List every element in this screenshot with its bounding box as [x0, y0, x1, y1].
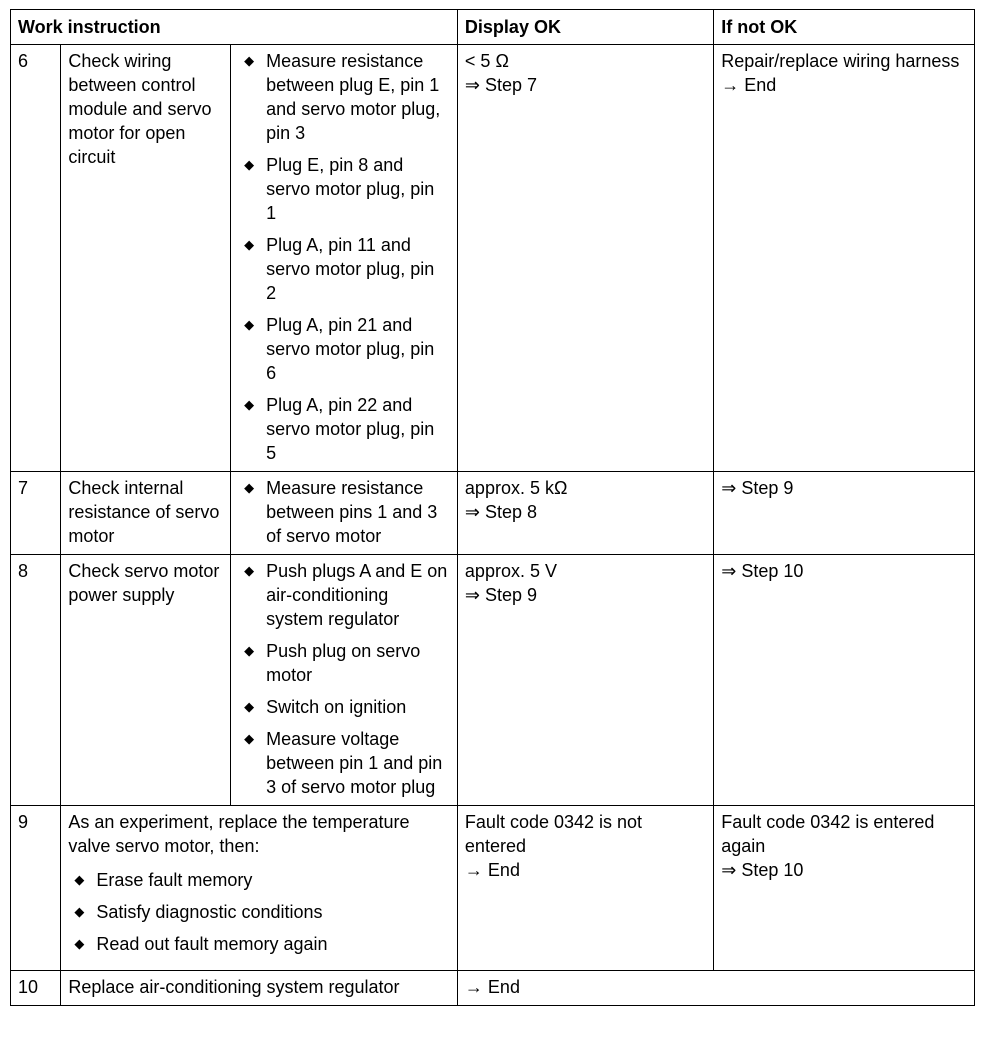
step-number: 6 [11, 45, 61, 472]
work-instruction-table-container [10, 9, 975, 1006]
next-step-link: ⇒ Step 9 [464, 585, 538, 605]
diamond-bullet-icon: ◆ [244, 480, 255, 495]
substep-list [238, 476, 449, 548]
display-ok-cell [457, 806, 713, 971]
table-row-step-10 [11, 971, 975, 1006]
table-row-step-7 [11, 472, 975, 555]
diamond-bullet-icon: ◆ [244, 157, 255, 172]
diamond-bullet-icon: ◆ [244, 317, 255, 332]
substep-list [238, 559, 449, 799]
list-item: ◆ Plug A, pin 22 and servo motor plug, pin 5 [244, 395, 435, 463]
next-step-link: ⇒ Step 7 [464, 75, 538, 95]
task-text: As an experiment, replace the temperature valve servo motor, then: [68, 812, 410, 856]
work-instruction-table [10, 9, 975, 1006]
list-item: ◆ Satisfy diagnostic conditions [74, 902, 323, 922]
step-number: 7 [11, 472, 61, 555]
list-item: ◆ Plug A, pin 21 and servo motor plug, pin 6 [244, 315, 435, 383]
next-step-link: ⇒ Step 10 [721, 561, 804, 581]
header-work-instruction: Work instruction [11, 10, 458, 45]
step-number: 10 [11, 971, 61, 1006]
substeps-cell [231, 555, 458, 806]
display-ok-cell [457, 472, 713, 555]
task-cell: Check internal resistance of servo motor [61, 472, 231, 555]
header-if-not-ok: If not OK [714, 10, 975, 45]
next-step-link: → End [721, 75, 777, 95]
step-number: 8 [11, 555, 61, 806]
task-cell: Check servo motor power supply [61, 555, 231, 806]
table-row-step-8 [11, 555, 975, 806]
if-not-ok-cell [714, 472, 975, 555]
if-not-ok-action: Repair/replace wiring harness [721, 51, 960, 71]
display-ok-value: Fault code 0342 is not entered [464, 812, 643, 856]
if-not-ok-cell [714, 555, 975, 806]
substep-list [68, 868, 449, 956]
table-header-row [11, 10, 975, 45]
substeps-cell [231, 472, 458, 555]
diamond-bullet-icon: ◆ [244, 397, 255, 412]
display-ok-cell [457, 971, 974, 1006]
list-item: ◆ Push plug on servo motor [244, 641, 421, 685]
list-item: ◆ Read out fault memory again [74, 934, 328, 954]
list-item: ◆ Erase fault memory [74, 870, 253, 890]
diamond-bullet-icon: ◆ [244, 563, 255, 578]
next-step-link: ⇒ Step 9 [721, 478, 794, 498]
display-ok-value: < 5 Ω [464, 51, 509, 71]
task-cell: Check wiring between control module and servo motor for open circuit [61, 45, 231, 472]
display-ok-cell [457, 45, 713, 472]
diamond-bullet-icon: ◆ [74, 936, 85, 951]
header-display-ok: Display OK [457, 10, 713, 45]
task-cell: Replace air-conditioning system regulator [61, 971, 458, 1006]
if-not-ok-cell [714, 45, 975, 472]
next-step-link: → End [464, 977, 520, 997]
diamond-bullet-icon: ◆ [74, 904, 85, 919]
diamond-bullet-icon: ◆ [74, 872, 85, 887]
list-item: ◆ Switch on ignition [244, 697, 407, 717]
list-item: ◆ Push plugs A and E on air-conditioning system regulator [244, 561, 448, 629]
diamond-bullet-icon: ◆ [244, 53, 255, 68]
list-item: ◆ Measure resistance between plug E, pin 1 and servo motor plug, pin 3 [244, 51, 441, 143]
if-not-ok-cell [714, 806, 975, 971]
table-row-step-6 [11, 45, 975, 472]
list-item: ◆ Plug E, pin 8 and servo motor plug, pin 1 [244, 155, 435, 223]
table-row-step-9 [11, 806, 975, 971]
display-ok-value: approx. 5 V [464, 561, 557, 581]
next-step-link: ⇒ Step 8 [464, 502, 538, 522]
display-ok-value: approx. 5 kΩ [464, 478, 568, 498]
diamond-bullet-icon: ◆ [244, 731, 255, 746]
substeps-cell [231, 45, 458, 472]
diamond-bullet-icon: ◆ [244, 643, 255, 658]
next-step-link: → End [464, 860, 520, 880]
display-ok-cell [457, 555, 713, 806]
list-item: ◆ Measure voltage between pin 1 and pin 3 of servo motor plug [244, 729, 443, 797]
task-cell [61, 806, 458, 971]
diamond-bullet-icon: ◆ [244, 237, 255, 252]
if-not-ok-action: Fault code 0342 is entered again [721, 812, 935, 856]
step-number: 9 [11, 806, 61, 971]
list-item: ◆ Plug A, pin 11 and servo motor plug, pin 2 [244, 235, 435, 303]
next-step-link: ⇒ Step 10 [721, 860, 804, 880]
diamond-bullet-icon: ◆ [244, 699, 255, 714]
list-item: ◆ Measure resistance between pins 1 and 3 of servo motor [244, 478, 438, 546]
substep-list [238, 49, 449, 465]
